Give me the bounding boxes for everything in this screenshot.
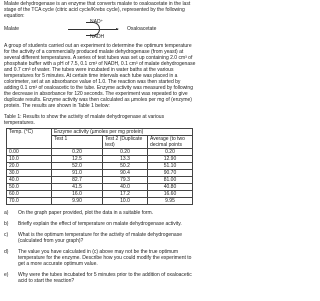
cell-test2: 0.20	[103, 149, 148, 156]
table-row	[7, 177, 193, 184]
question-label: b)	[4, 221, 9, 227]
table-row	[7, 156, 193, 163]
table-title: Table 1: Results to show the activity of malate dehydrogenase at various temperatures.	[4, 114, 165, 126]
reaction-arrow	[68, 29, 118, 30]
cell-average: 12.90	[148, 156, 193, 163]
question-label: d)	[4, 249, 9, 255]
cell-temp: 20.0	[7, 163, 52, 170]
header-enzyme-activity: Enzyme activity (µmoles per mg protein)	[52, 129, 193, 136]
cell-average: 51.10	[148, 163, 193, 170]
substrate-label: Malate	[4, 26, 20, 32]
question-item	[4, 210, 196, 216]
cell-test1: 12.5	[52, 156, 103, 163]
table-body	[7, 149, 193, 205]
cell-test1: 16.0	[52, 191, 103, 198]
question-text: Briefly explain the effect of temperature on malate dehydrogenase activity.	[18, 221, 182, 227]
table-row	[7, 170, 193, 177]
cell-test2: 13.3	[103, 156, 148, 163]
cell-test1: 9.90	[52, 198, 103, 205]
table-row	[7, 184, 193, 191]
cell-temp: 70.0	[7, 198, 52, 205]
results-table	[6, 128, 193, 205]
cell-temp: 0.00	[7, 149, 52, 156]
cofactor-out-label: NADH	[90, 34, 105, 40]
cell-test1: 0.20	[52, 149, 103, 156]
cell-temp: 50.0	[7, 184, 52, 191]
cell-average: 81.00	[148, 177, 193, 184]
questions-list	[4, 210, 196, 284]
cell-temp: 30.0	[7, 170, 52, 177]
product-label: Oxaloacetate	[127, 26, 157, 32]
cell-temp: 40.0	[7, 177, 52, 184]
cell-average: 0.20	[148, 149, 193, 156]
cell-average: 40.80	[148, 184, 193, 191]
cell-test1: 91.0	[52, 170, 103, 177]
cell-test2: 17.2	[103, 191, 148, 198]
cell-test2: 50.2	[103, 163, 148, 170]
question-item	[4, 249, 196, 267]
cell-test1: 52.0	[52, 163, 103, 170]
question-text: What is the optimum temperature for the activity of malate dehydrogenase (calculated from your graph)?	[18, 232, 182, 244]
header-average: Average (to two decimal points	[148, 136, 193, 149]
header-test2: Test 2 (Duplicate test)	[103, 136, 148, 149]
question-label: c)	[4, 232, 9, 238]
question-text: Why were the tubes incubated for 5 minutes prior to the addition of oxaloacetic acid to start the reaction?	[18, 272, 192, 284]
method-paragraph: A group of students carried out an experiment to determine the optimum temperature for the activity of a commercially produced malate dehydrogenase (from yeast) at several different temperatures. A series of test tubes was set up containing 2.0 cm³ of phosphate buffer with a pH of 7.5, 0.1 cm³ of NADH, 0.1 cm³ of malate dehydrogenase and 0.7 cm³ of water. The tubes were incubated in water baths at the various temperatures for 5 minutes. At certain time intervals each tube was placed in a colorimeter, set at an absorbance value of 1.0. The reaction was then started by adding 0.1 cm³ of oxaloacetic to the tube. Enzyme activity was measured by following the decrease in absorbance for 120 seconds. The experiment was repeated to give duplicate results. Enzyme activity was then calculated as µmoles per mg of (enzyme) protein. The results are shown in Table 1 below:	[4, 43, 196, 109]
table-row	[7, 198, 193, 205]
question-item	[4, 232, 196, 244]
cell-test2: 90.4	[103, 170, 148, 177]
cofactor-in-label: NAD⁺	[90, 19, 104, 25]
table-row	[7, 163, 193, 170]
cell-test1: 82.7	[52, 177, 103, 184]
cell-test2: 79.3	[103, 177, 148, 184]
cell-average: 9.95	[148, 198, 193, 205]
intro-paragraph: Malate dehydrogenase is an enzyme that converts malate to oxaloacetate in the last stage of the TCA cycle (citric acid cycle/Krebs cycle), represented by the following equation:	[4, 1, 191, 19]
question-label: e)	[4, 272, 9, 278]
header-temp: Temp. (°C)	[7, 129, 52, 149]
cell-test1: 41.5	[52, 184, 103, 191]
question-text: On the graph paper provided, plot the data in a suitable form.	[18, 210, 154, 216]
header-test1: Test 1	[52, 136, 103, 149]
reaction-equation	[4, 19, 196, 41]
question-label: a)	[4, 210, 9, 216]
question-item	[4, 221, 196, 227]
cell-test2: 10.0	[103, 198, 148, 205]
cell-temp: 60.0	[7, 191, 52, 198]
table-row	[7, 149, 193, 156]
table-row	[7, 191, 193, 198]
cell-average: 90.70	[148, 170, 193, 177]
question-item	[4, 272, 196, 284]
cell-temp: 10.0	[7, 156, 52, 163]
cell-average: 16.60	[148, 191, 193, 198]
cell-test2: 40.0	[103, 184, 148, 191]
question-text: The value you have calculated in (c) above may not be the true optimum temperature for the enzyme. Describe how you could modify the experiment to get a more accurate optimum value.	[18, 249, 192, 267]
